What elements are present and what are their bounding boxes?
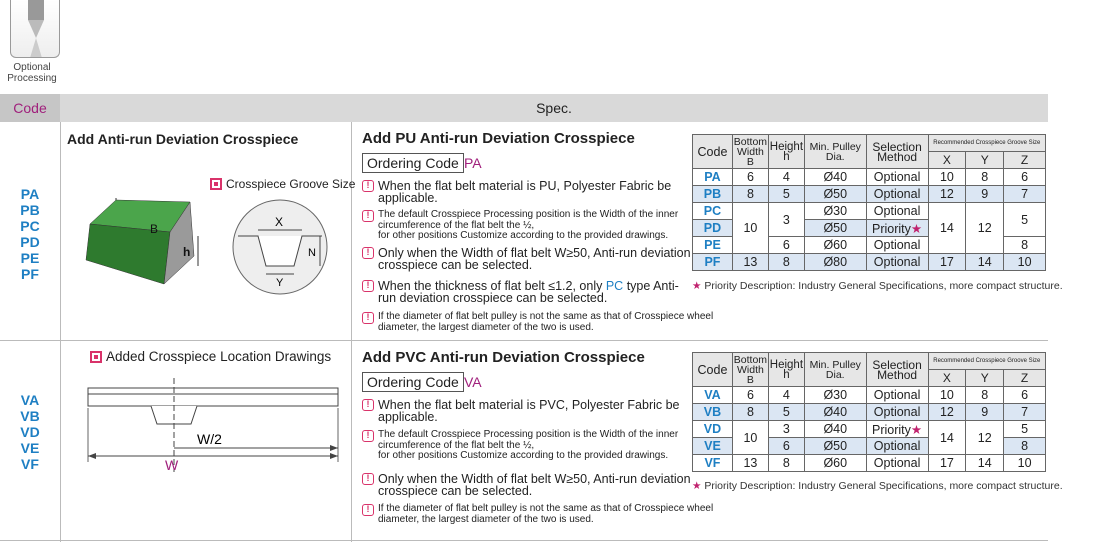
table-row: PA 6 4 Ø40 Optional 10 8 6 bbox=[693, 169, 1046, 186]
svg-text:Y: Y bbox=[276, 277, 284, 289]
optional-processing-icon bbox=[2, 0, 60, 90]
marker-icon bbox=[90, 351, 102, 363]
table-row: PE 6 Ø60 Optional 8 bbox=[693, 237, 1046, 254]
th-bottom: Bottom Width B bbox=[733, 135, 768, 168]
divider bbox=[0, 340, 1048, 341]
svg-text:W: W bbox=[165, 457, 179, 473]
code-column-header: Code bbox=[0, 94, 60, 122]
note: ! When the thickness of flat belt ≤1.2, only PC type Anti-run deviation crosspiece can be selected. bbox=[362, 280, 692, 304]
svg-text:X: X bbox=[275, 215, 284, 229]
icon-caption: Optional Processing bbox=[7, 62, 57, 84]
spec-table-pvc bbox=[692, 352, 1046, 472]
divider bbox=[60, 122, 61, 542]
priority-note: ★ Priority Description: Industry General Specifications, more compact structure. bbox=[692, 280, 1063, 292]
th-z: Z bbox=[1004, 370, 1046, 387]
location-drawings-title: Added Crosspiece Location Drawings bbox=[90, 349, 331, 364]
th-selection: Selection Method bbox=[866, 353, 928, 387]
note: ! When the flat belt material is PU, Polyester Fabric be applicable. bbox=[362, 180, 692, 204]
svg-text:h: h bbox=[183, 245, 191, 259]
section-title-pu: Add PU Anti-run Deviation Crosspiece bbox=[362, 130, 635, 147]
location-diagram bbox=[85, 378, 347, 478]
th-min: Min. Pulley Dia. bbox=[804, 135, 866, 169]
th-y: Y bbox=[966, 370, 1004, 387]
note: ! The default Crosspiece Processing position is the Width of the inner circumference of the flat belt the ½, for other positions Customize according to the provided drawings. bbox=[362, 430, 692, 462]
table-header bbox=[0, 94, 1048, 122]
th-code: Code bbox=[693, 353, 733, 387]
table-row: PD Ø50 Priority★ bbox=[693, 220, 1046, 237]
marker-icon bbox=[210, 178, 222, 190]
divider bbox=[0, 540, 1048, 541]
section-title-pvc: Add PVC Anti-run Deviation Crosspiece bbox=[362, 349, 645, 366]
left-title: Add Anti-run Deviation Crosspiece bbox=[67, 131, 299, 147]
th-x: X bbox=[928, 152, 966, 169]
ordering-code-value: VA bbox=[464, 374, 482, 390]
spec-table-pu bbox=[692, 134, 1046, 271]
th-z: Z bbox=[1004, 152, 1046, 169]
note: ! If the diameter of flat belt pulley is not the same as that of Crosspiece wheel diameter, the largest diameter of the two is used. bbox=[362, 504, 732, 525]
th-selection: Selection Method bbox=[866, 135, 928, 169]
ordering-code-label: Ordering Code bbox=[362, 153, 464, 173]
table-row: PF 13 8 Ø80 Optional 17 14 10 bbox=[693, 254, 1046, 271]
code-list-pvc: VA VB VD VE VF bbox=[20, 392, 40, 472]
th-recommended: Recommended Crosspiece Groove Size bbox=[928, 135, 1045, 152]
table-row: VD 10 3 Ø40 Priority★ 14 12 5 bbox=[693, 421, 1046, 438]
note: ! Only when the Width of flat belt W≥50, Anti-run deviation crosspiece can be selected. bbox=[362, 473, 692, 497]
svg-text:W/2: W/2 bbox=[197, 431, 222, 447]
note: ! The default Crosspiece Processing position is the Width of the inner circumference of the flat belt the ½, for other positions Customize according to the provided drawings. bbox=[362, 210, 692, 242]
table-row: VE 6 Ø50 Optional 8 bbox=[693, 438, 1046, 455]
groove-size-label: Crosspiece Groove Size bbox=[210, 177, 355, 191]
groove-section-diagram bbox=[232, 196, 328, 298]
ordering-code-label: Ordering Code bbox=[362, 372, 464, 392]
spec-column-header: Spec. bbox=[536, 100, 572, 116]
svg-text:B: B bbox=[150, 222, 159, 236]
priority-note: ★ Priority Description: Industry General Specifications, more compact structure. bbox=[692, 480, 1063, 492]
code-list-pu: PA PB PC PD PE PF bbox=[20, 186, 40, 282]
table-row: PC 10 3 Ø30 Optional 14 12 5 bbox=[693, 203, 1046, 220]
note: ! Only when the Width of flat belt W≥50, Anti-run deviation crosspiece can be selected. bbox=[362, 247, 692, 271]
table-row: VA 6 4 Ø30 Optional 10 8 6 bbox=[693, 387, 1046, 404]
th-min: Min. Pulley Dia. bbox=[804, 353, 866, 387]
th-height: Height h bbox=[768, 135, 804, 169]
th-y: Y bbox=[966, 152, 1004, 169]
table-row: VF 13 8 Ø60 Optional 17 14 10 bbox=[693, 455, 1046, 472]
crosspiece-3d-diagram bbox=[80, 196, 220, 302]
svg-text:N: N bbox=[308, 247, 316, 259]
th-recommended: Recommended Crosspiece Groove Size bbox=[928, 353, 1045, 370]
th-x: X bbox=[928, 370, 966, 387]
note: ! If the diameter of flat belt pulley is not the same as that of Crosspiece wheel diameter, the largest diameter of the two is used. bbox=[362, 312, 722, 333]
th-bottom: Bottom Width B bbox=[733, 353, 768, 386]
th-code: Code bbox=[693, 135, 733, 169]
table-row: PB 8 5 Ø50 Optional 12 9 7 bbox=[693, 186, 1046, 203]
note: ! When the flat belt material is PVC, Polyester Fabric be applicable. bbox=[362, 399, 692, 423]
table-row: VB 8 5 Ø40 Optional 12 9 7 bbox=[693, 404, 1046, 421]
ordering-code-value: PA bbox=[464, 155, 482, 171]
th-height: Height h bbox=[768, 353, 804, 387]
